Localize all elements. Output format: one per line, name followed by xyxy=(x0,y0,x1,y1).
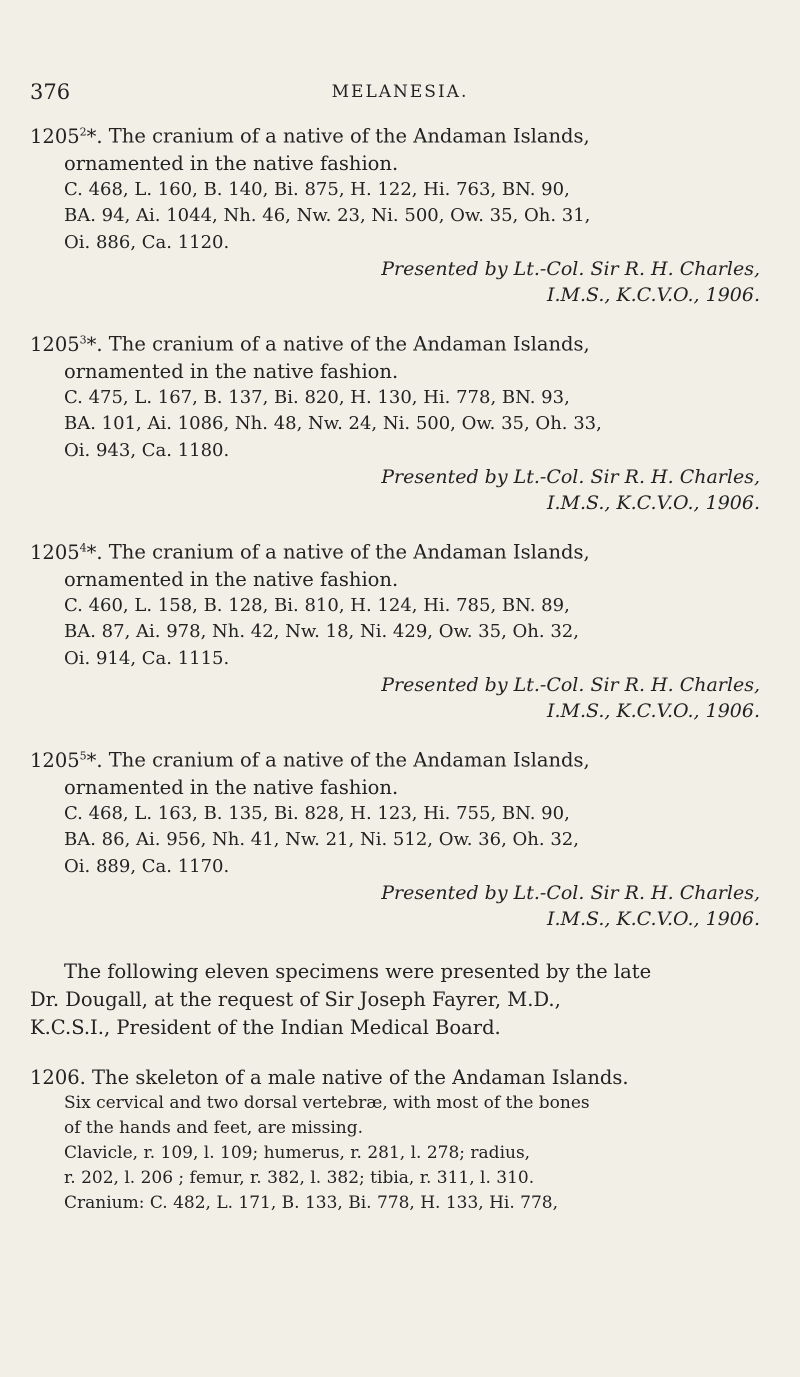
presented-by: Presented by Lt.-Col. Sir R. H. Charles, xyxy=(381,258,760,280)
catalogue-entry-1206 xyxy=(30,1064,775,1216)
measurements-line: Oi. 886, Ca. 1120. xyxy=(64,231,230,253)
catalogue-entry xyxy=(30,326,775,516)
entry-detail-line: of the hands and feet, are missing. xyxy=(64,1118,364,1138)
note-line: K.C.S.I., President of the Indian Medical Board. xyxy=(30,1016,501,1039)
entry-heading xyxy=(30,534,775,566)
note-line: Dr. Dougall, at the request of Sir Joseph Fayrer, M.D., xyxy=(30,988,561,1011)
entry-description: The cranium of a native of the Andaman Islands, xyxy=(108,748,590,772)
entry-heading xyxy=(30,326,775,358)
entry-description-cont: ornamented in the native fashion. xyxy=(64,359,399,383)
entry-description-cont: ornamented in the native fashion. xyxy=(64,567,399,591)
presented-by-cont: I.M.S., K.C.V.O., 1906. xyxy=(546,492,760,514)
entry-number: 1205$^2$*. xyxy=(30,124,103,148)
note-line: The following eleven specimens were presented by the late xyxy=(64,960,652,983)
entry-heading xyxy=(30,118,775,150)
measurements-line: BA. 87, Ai. 978, Nh. 42, Nw. 18, Ni. 429, Ow. 35, Oh. 32, xyxy=(64,621,579,642)
measurements-line: C. 475, L. 167, B. 137, Bi. 820, H. 130, Hi. 778, BN. 93, xyxy=(64,386,570,408)
entry-heading xyxy=(30,742,775,774)
note-paragraph xyxy=(30,958,775,1042)
measurements-line: BA. 86, Ai. 956, Nh. 41, Nw. 21, Ni. 512, Ow. 36, Oh. 32, xyxy=(64,829,579,850)
catalogue-entry xyxy=(30,534,775,724)
measurements-line: C. 460, L. 158, B. 128, Bi. 810, H. 124, Hi. 785, BN. 89, xyxy=(64,594,570,616)
entry-number: 1205$^4$*. xyxy=(30,540,103,564)
presented-by-cont: I.M.S., K.C.V.O., 1906. xyxy=(546,284,760,306)
entry-number: 1205$^3$*. xyxy=(30,332,103,356)
measurements-line: C. 468, L. 163, B. 135, Bi. 828, H. 123, Hi. 755, BN. 90, xyxy=(64,802,570,824)
entry-description-cont: ornamented in the native fashion. xyxy=(64,775,399,799)
measurements-line: Oi. 889, Ca. 1170. xyxy=(64,855,230,877)
presented-by: Presented by Lt.-Col. Sir R. H. Charles, xyxy=(381,674,760,696)
entry-detail-line: Six cervical and two dorsal vertebræ, with most of the bones xyxy=(64,1093,590,1113)
presented-by-cont: I.M.S., K.C.V.O., 1906. xyxy=(546,700,760,722)
presented-by-cont: I.M.S., K.C.V.O., 1906. xyxy=(546,908,760,930)
entry-heading: 1206. The skeleton of a male native of the Andaman Islands. xyxy=(30,1066,629,1089)
entry-detail-line: Clavicle, r. 109, l. 109; humerus, r. 281, l. 278; radius, xyxy=(64,1143,531,1163)
measurements-line: Oi. 914, Ca. 1115. xyxy=(64,647,230,669)
catalogue-entry xyxy=(30,742,775,932)
entry-number: 1205$^5$*. xyxy=(30,748,103,772)
presented-by: Presented by Lt.-Col. Sir R. H. Charles, xyxy=(381,882,760,904)
measurements-line: C. 468, L. 160, B. 140, Bi. 875, H. 122, Hi. 763, BN. 90, xyxy=(64,178,570,200)
entry-description: The cranium of a native of the Andaman Islands, xyxy=(108,540,590,564)
catalogue-entry xyxy=(30,118,775,308)
page-number: 376 xyxy=(30,80,71,104)
running-title: MELANESIA. xyxy=(331,82,469,102)
measurements-line: BA. 94, Ai. 1044, Nh. 46, Nw. 23, Ni. 500, Ow. 35, Oh. 31, xyxy=(64,205,591,226)
measurements-line: BA. 101, Ai. 1086, Nh. 48, Nw. 24, Ni. 500, Ow. 35, Oh. 33, xyxy=(64,413,602,434)
entry-description: The cranium of a native of the Andaman Islands, xyxy=(108,124,590,148)
entry-detail-line: Cranium: C. 482, L. 171, B. 133, Bi. 778, H. 133, Hi. 778, xyxy=(64,1193,559,1213)
entry-detail-line: r. 202, l. 206 ; femur, r. 382, l. 382; tibia, r. 311, l. 310. xyxy=(64,1168,535,1188)
entry-description: The cranium of a native of the Andaman Islands, xyxy=(108,332,590,356)
presented-by: Presented by Lt.-Col. Sir R. H. Charles, xyxy=(381,466,760,488)
measurements-line: Oi. 943, Ca. 1180. xyxy=(64,439,230,461)
entry-description-cont: ornamented in the native fashion. xyxy=(64,151,399,175)
